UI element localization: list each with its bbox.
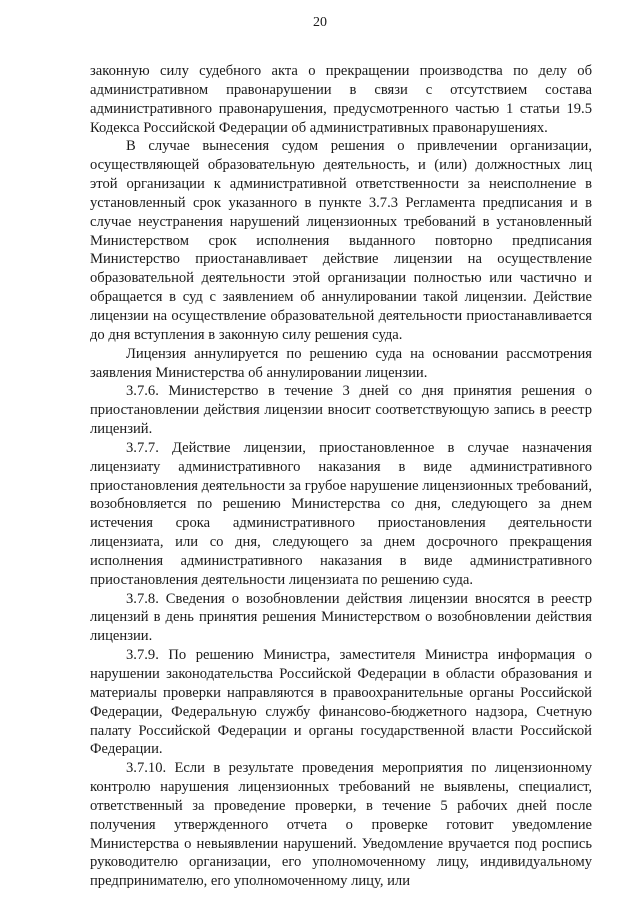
paragraph-annulment: Лицензия аннулируется по решению суда на основании рассмотрения заявления Министерства об аннулировании лицензии. [90,345,592,381]
paragraph-3-7-9: 3.7.9. По решению Министра, заместителя Министра информация о нарушении законодательства Российской Федерации в области образования и материалы проверки направляются в правоохранительные органы Российской Федерации, Федеральную службу финансово-бюджетного надзора, Счетную палату Российской Федерации и органы государственной власти Российской Федерации. [90,647,592,758]
paragraph-continuation: законную силу судебного акта о прекращении производства по делу об административном правонарушении в связи с отсутствием состава административного правонарушения, предусмотренного частью 1 статьи 19.5 Кодекса Российской Федерации об административных правонарушениях. [90,63,592,136]
document-body [90,62,592,891]
paragraph-suspension-court: В случае вынесения судом решения о привлечении организации, осуществляющей образовательную деятельность, и (или) должностных лиц этой организации к административной ответственности за неисполнение в установленный срок указанного в пункте 3.7.3 Регламента предписания и в случае неустранения нарушений лицензионных требований в установленный Министерством срок исполнения выданного повторно предписания Министерство приостанавливает действие лицензии на осуществление образовательной деятельности этой организации полностью или частично и обращается в суд с заявлением об аннулировании такой лицензии. Действие лицензии на осуществление образовательной деятельности приостанавливается до дня вступления в законную силу решения суда. [90,138,592,343]
paragraph-3-7-6: 3.7.6. Министерство в течение 3 дней со дня принятия решения о приостановлении действия лицензии вносит соответствующую запись в реестр лицензий. [90,383,592,438]
paragraph-3-7-7: 3.7.7. Действие лицензии, приостановленное в случае назначения лицензиату административного наказания в виде административного приостановления деятельности за грубое нарушение лицензионных требований, возобновляется по решению Министерства со дня, следующего за днем истечения срока административного приостановления деятельности лицензиата, или со дня, следующего за днем досрочного прекращения исполнения административного наказания в виде административного приостановления деятельности лицензиата по решению суда. [90,439,592,588]
paragraph-3-7-8: 3.7.8. Сведения о возобновлении действия лицензии вносятся в реестр лицензий в день принятия решения Министерством о возобновлении действия лицензии. [90,590,592,645]
page-number: 20 [313,15,327,30]
paragraph-3-7-10: 3.7.10. Если в результате проведения мероприятия по лицензионному контролю нарушения лицензионных требований не выявлены, специалист, ответственный за проведение проверки, в течение 5 рабочих дней после получения утвержденного отчета о проверке готовит уведомление Министерства о невыявлении нарушений. Уведомление вручается под роспись руководителю организации, его уполномоченному лицу, индивидуальному предпринимателю, его уполномоченному лицу, или [90,760,592,890]
